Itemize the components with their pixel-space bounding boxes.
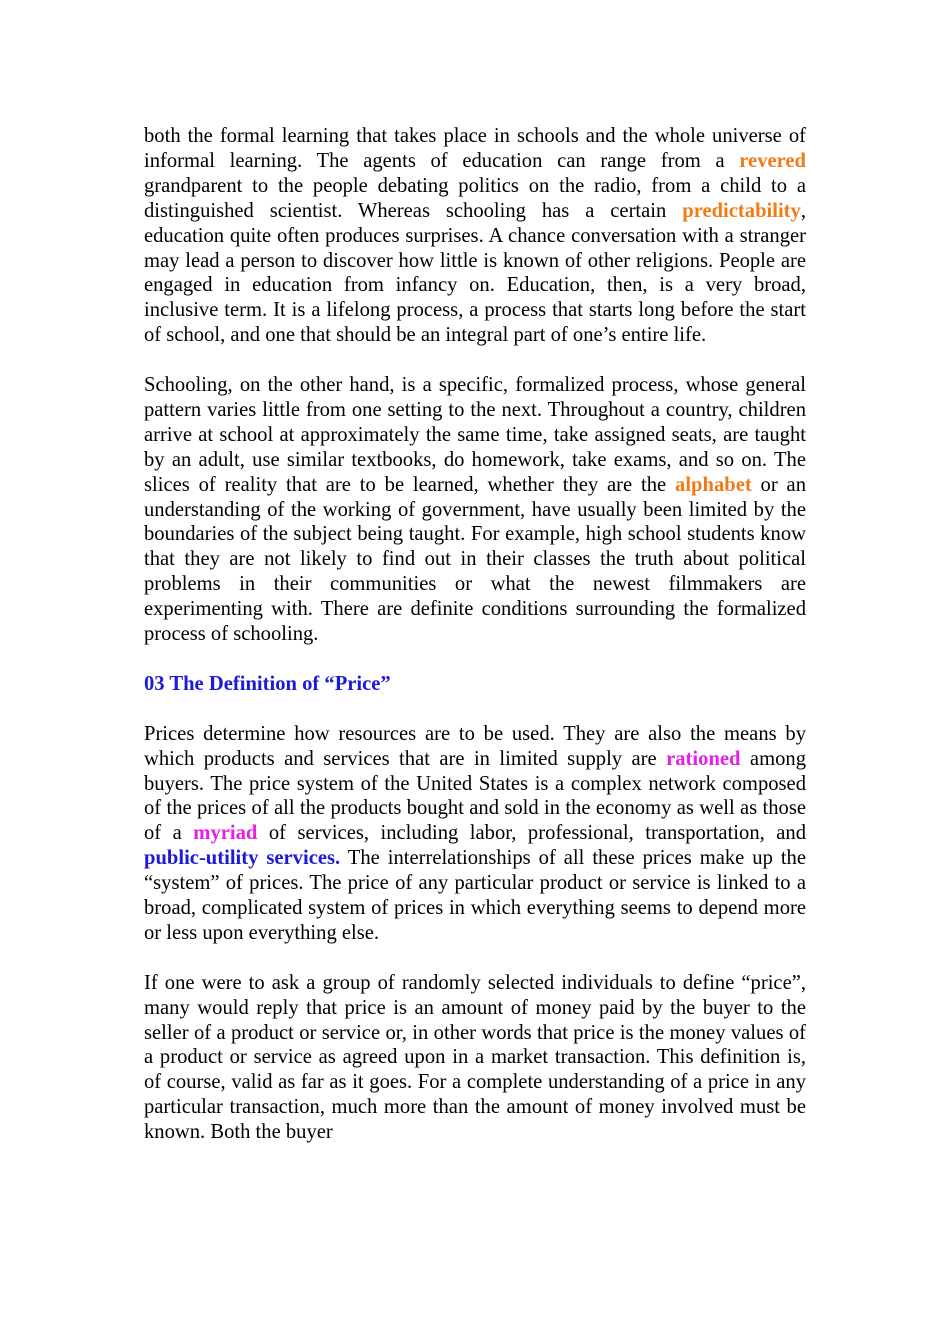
text-run: The interrelationships of all these prices make up the “system” of prices. The price of any particular product or service is linked to a broad, complicated system of prices in which everything seems to depend more or less upon everything else.: [144, 847, 806, 944]
paragraph-prices: [144, 722, 806, 946]
text-run: among buyers. The price system of the United States is a complex network composed of the prices of all the products bought and sold in the economy as well as those of a: [144, 747, 806, 845]
text-run: , education quite often produces surprises. A chance conversation with a stranger may lead a person to discover how little is known of other religions. People are engaged in education from infancy on. Education, then, is a very broad, inclusive term. It is a lifelong process, a process that starts long before the start of school, and one that should be an integral part of one’s entire life.: [144, 199, 806, 347]
highlighted-phrase-public-utility-services: public-utility services.: [144, 847, 341, 870]
highlighted-word-rationed: rationed: [666, 747, 741, 770]
text-run: If one were to ask a group of randomly selected individuals to define “price”, many would reply that price is an amount of money paid by the buyer to the seller of a product or service or, in other words that price is the money values of a product or service as agreed upon in a market transaction. This definition is, of course, valid as far as it goes. For a complete understanding of a price in any particular transaction, much more than the amount of money involved must be known. Both the buyer: [144, 971, 806, 1144]
paragraph-schooling: [144, 373, 806, 647]
text-run: Prices determine how resources are to be used. They are also the means by which products and services that are in limited supply are: [144, 722, 806, 770]
text-run: both the formal learning that takes place in schools and the whole universe of informal learning. The agents of education can range from a: [144, 125, 806, 172]
text-run: grandparent to the people debating politics on the radio, from a child to a distinguished scientist. Whereas schooling has a certain: [144, 174, 806, 222]
highlighted-word-revered: revered: [739, 149, 806, 172]
highlighted-word-myriad: myriad: [193, 822, 258, 845]
document-page: [144, 124, 806, 1170]
text-run: Schooling, on the other hand, is a specific, formalized process, whose general pattern varies little from one setting to the next. Throughout a country, children arrive at school at approximately the same time, take assigned seats, are taught by an adult, use similar textbooks, do homework, take exams, and so on. The slices of reality that are to be learned, whether they are the: [144, 374, 806, 496]
highlighted-word-predictability: predictability: [682, 199, 801, 222]
highlighted-word-alphabet: alphabet: [675, 473, 752, 496]
text-run: of services, including labor, professional, transportation, and: [257, 822, 806, 845]
paragraph-education: [144, 124, 806, 348]
paragraph-price-definition: [144, 971, 806, 1145]
section-heading: 03 The Definition of “Price”: [144, 672, 391, 695]
text-run: or an understanding of the working of government, have usually been limited by the boundaries of the subject being taught. For example, high school students know that they are not likely to find out in their classes the truth about political problems in their communities or what the newest filmmakers are experimenting with. There are definite conditions surrounding the formalized process of schooling.: [144, 473, 806, 646]
